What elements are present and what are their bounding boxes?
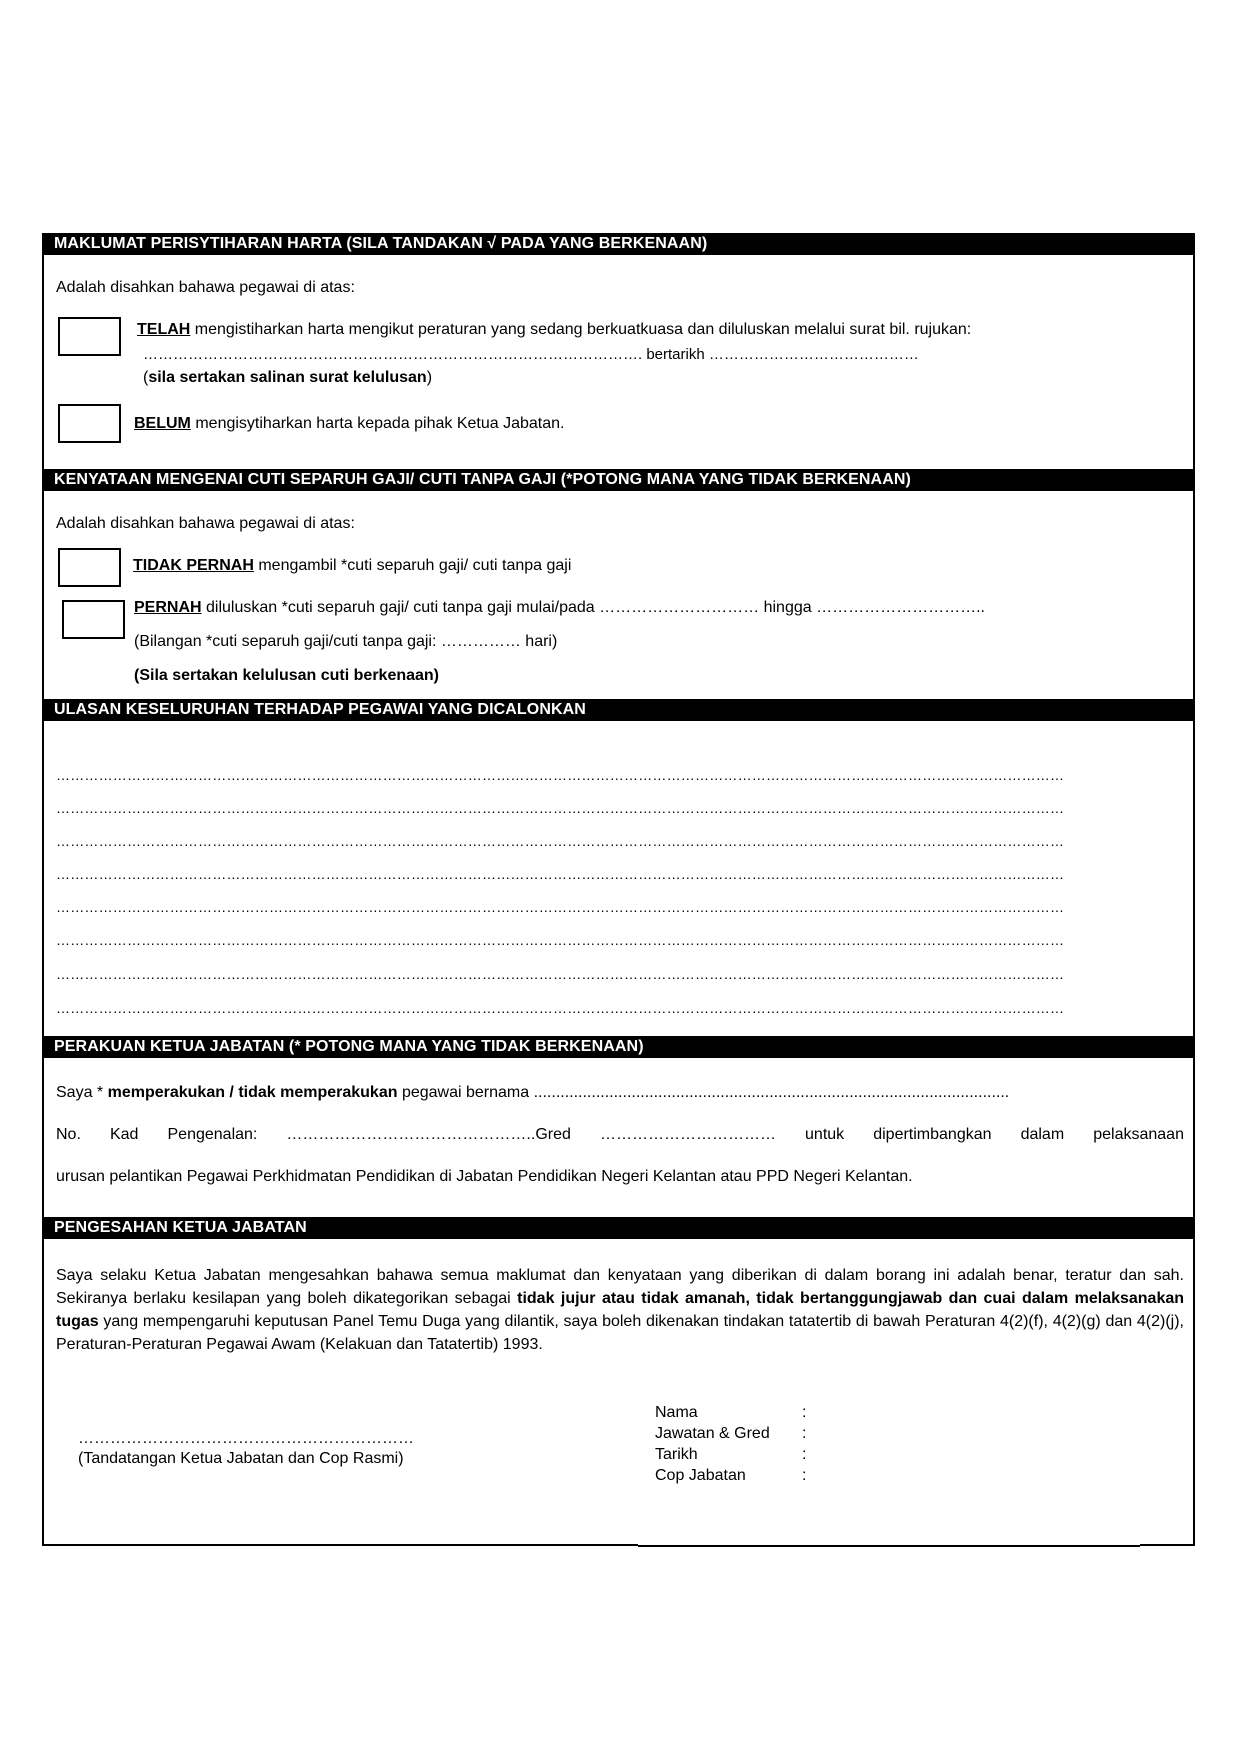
belum-text: mengisytiharkan harta kepada pihak Ketua Jabatan.	[190, 415, 565, 432]
attach-letter-bold: sila sertakan salinan surat kelulusan	[148, 369, 427, 386]
pengesahan-bold: tidak jujur atau tidak amanah, tidak bertanggungjawab dan cuai dalam melaksanakan tugas	[56, 1290, 1185, 1330]
belum-label: BELUM	[134, 415, 191, 432]
field-label-jawatan: Jawatan & Gred	[655, 1425, 770, 1442]
checkbox-pernah[interactable]	[62, 600, 125, 639]
comment-line[interactable]: ……………………………………………………………………………………………………………………………………………………………………………………………	[56, 899, 1065, 915]
field-label-nama: Nama	[655, 1404, 698, 1421]
section-header-perakuan: PERAKUAN KETUA JABATAN (* POTONG MANA YANG TIDAK BERKENAAN)	[44, 1036, 1193, 1058]
signature-line[interactable]: ………………………………………………………	[78, 1430, 414, 1447]
form-bottom-border	[638, 1545, 1140, 1547]
pernah-statement	[134, 598, 985, 618]
section1-intro: Adalah disahkan bahawa pegawai di atas:	[56, 279, 355, 296]
pengesahan-paragraph: Saya selaku Ketua Jabatan mengesahkan bahawa semua maklumat dan kenyataan yang diberikan di dalam borang ini adalah benar, teratur dan sah. Sekiranya berlaku kesilapan yang boleh dikategorikan sebagai tidak jujur atau tidak amanah, tidak bertanggungjawab dan cuai dalam melaksanakan tugas yang mempengaruhi keputusan Panel Temu Duga yang dilantik, saya boleh dikenakan tindakan tatatertib di bawah Peraturan 4(2)(f), 4(2)(g) dan 4(2)(j), Peraturan-Peraturan Pegawai Awam (Kelakuan dan Tatatertib) 1993.	[56, 1267, 1185, 1353]
field-colon: :	[802, 1446, 807, 1463]
tidak-pernah-text: mengambil *cuti separuh gaji/ cuti tanpa gaji	[253, 557, 572, 574]
belum-statement	[134, 414, 564, 434]
signature-caption: (Tandatangan Ketua Jabatan dan Cop Rasmi)	[78, 1450, 404, 1467]
reference-line[interactable]: ………………………………………………………………………………………. bertarikh ……………………………………	[143, 346, 919, 363]
field-label-cop: Cop Jabatan	[655, 1467, 746, 1484]
section-header-cuti: KENYATAAN MENGENAI CUTI SEPARUH GAJI/ CUTI TANPA GAJI (*POTONG MANA YANG TIDAK BERKENAAN)	[44, 469, 1193, 491]
tidak-pernah-label: TIDAK PERNAH	[133, 557, 254, 574]
pernah-label: PERNAH	[134, 599, 202, 616]
section-header-perisytiharan-harta: MAKLUMAT PERISYTIHARAN HARTA (SILA TANDAKAN √ PADA YANG BERKENAAN)	[44, 233, 1193, 255]
checkbox-belum[interactable]	[58, 404, 121, 443]
field-colon: :	[802, 1425, 807, 1442]
nama-pegawai-line: pegawai bernama ...........................................................................................................	[397, 1084, 1010, 1101]
telah-text: mengistiharkan harta mengikut peraturan yang sedang berkuatkuasa dan diluluskan melalui surat bil. rujukan:	[190, 321, 972, 338]
form-bottom-border	[42, 1544, 638, 1546]
comment-line[interactable]: ……………………………………………………………………………………………………………………………………………………………………………………………	[56, 966, 1065, 982]
gred-field[interactable]: ……………………………	[599, 1126, 776, 1143]
kad-pengenalan-line: No. Kad Pengenalan: ………………………………………..Gred …………………………… untuk dipertimbangkan dalam pelaksanaan	[56, 1126, 1184, 1143]
section2-intro: Adalah disahkan bahawa pegawai di atas:	[56, 515, 355, 532]
perakuan-statement: Saya * memperakukan / tidak memperakukan pegawai bernama ...........................................................................................................	[56, 1084, 1010, 1101]
section-header-ulasan: ULASAN KESELURUHAN TERHADAP PEGAWAI YANG DICALONKAN	[44, 699, 1193, 721]
bilangan-cuti: (Bilangan *cuti separuh gaji/cuti tanpa gaji: …………… hari)	[134, 633, 558, 650]
field-label-tarikh: Tarikh	[655, 1446, 698, 1463]
pernah-text: diluluskan *cuti separuh gaji/ cuti tanpa gaji mulai/pada ………………………… hingga …………………………..	[201, 599, 985, 616]
comment-line[interactable]: ……………………………………………………………………………………………………………………………………………………………………………………………	[56, 932, 1065, 948]
perakuan-option: memperakukan / tidak memperakukan	[107, 1084, 398, 1101]
field-colon: :	[802, 1404, 807, 1421]
checkbox-tidak-pernah[interactable]	[58, 548, 121, 587]
urusan-pelantikan: urusan pelantikan Pegawai Perkhidmatan Pendidikan di Jabatan Pendidikan Negeri Kelantan atau PPD Negeri Kelantan.	[56, 1168, 913, 1185]
checkbox-telah[interactable]	[58, 317, 121, 356]
comment-line[interactable]: ……………………………………………………………………………………………………………………………………………………………………………………………	[56, 767, 1065, 783]
attach-letter-note: (sila sertakan salinan surat kelulusan)	[143, 369, 433, 386]
field-colon: :	[802, 1467, 807, 1484]
section-header-pengesahan: PENGESAHAN KETUA JABATAN	[44, 1217, 1193, 1239]
telah-label: TELAH	[137, 321, 191, 338]
sila-sertakan-cuti: (Sila sertakan kelulusan cuti berkenaan)	[134, 667, 440, 684]
comment-line[interactable]: ……………………………………………………………………………………………………………………………………………………………………………………………	[56, 1000, 1065, 1016]
comment-line[interactable]: ……………………………………………………………………………………………………………………………………………………………………………………………	[56, 800, 1065, 816]
form-bottom-border	[1140, 1544, 1195, 1546]
telah-statement	[137, 320, 971, 340]
ic-gred-field[interactable]: ………………………………………..Gred	[286, 1126, 571, 1143]
comment-line[interactable]: ……………………………………………………………………………………………………………………………………………………………………………………………	[56, 866, 1065, 882]
comment-line[interactable]: ……………………………………………………………………………………………………………………………………………………………………………………………	[56, 833, 1065, 849]
tidak-pernah-statement	[133, 556, 571, 576]
form-container	[42, 233, 1195, 1545]
